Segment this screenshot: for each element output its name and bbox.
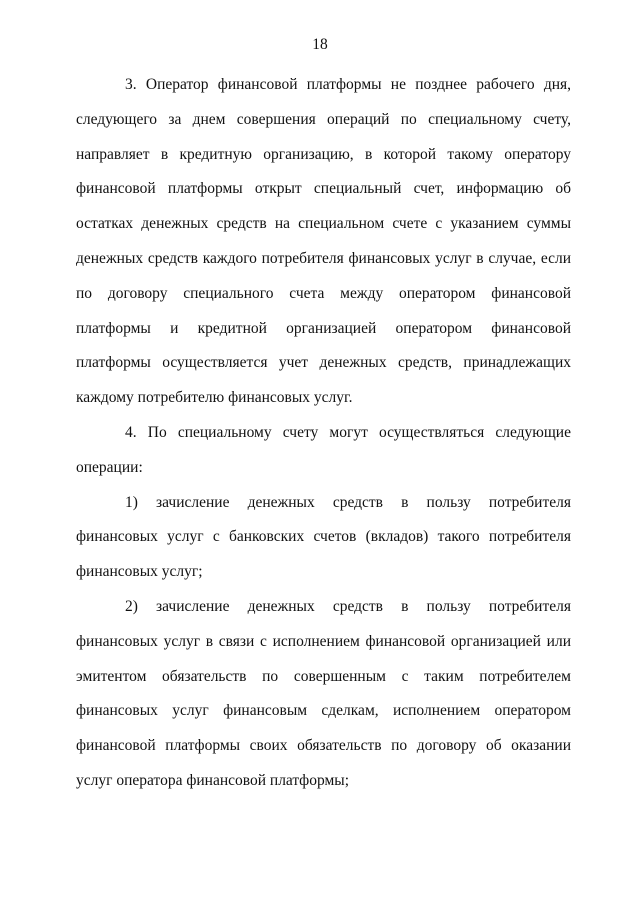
- paragraph-subitem-1: 1) зачисление денежных средств в пользу потребителя финансовых услуг с банковских счетов (вкладов) такого потребителя финансовых услуг;: [76, 493, 571, 581]
- document-body: [76, 68, 571, 799]
- page-number: 18: [312, 36, 328, 53]
- paragraph-item-3: 3. Оператор финансовой платформы не позднее рабочего дня, следующего за днем совершения операций по специальному счету, направляет в кредитную организацию, в которой такому оператору финансовой платформы открыт специальный счет, информацию об остатках денежных средств на специальном счете с указанием суммы денежных средств каждого потребителя финансовых услуг в случае, если по договору специального счета между оператором финансовой платформы и кредитной организацией оператором финансовой платформы осуществляется учет денежных средств, принадлежащих каждому потребителю финансовых услуг.: [76, 76, 571, 407]
- paragraph-subitem-2: 2) зачисление денежных средств в пользу потребителя финансовых услуг в связи с исполнением финансовой организацией или эмитентом обязательств по совершенным с таким потребителем финансовых услуг финансовым сделкам, исполнением оператором финансовой платформы своих обязательств по договору об оказании услуг оператора финансовой платформы;: [76, 597, 571, 789]
- paragraph-item-4: 4. По специальному счету могут осуществляться следующие операции:: [76, 423, 571, 476]
